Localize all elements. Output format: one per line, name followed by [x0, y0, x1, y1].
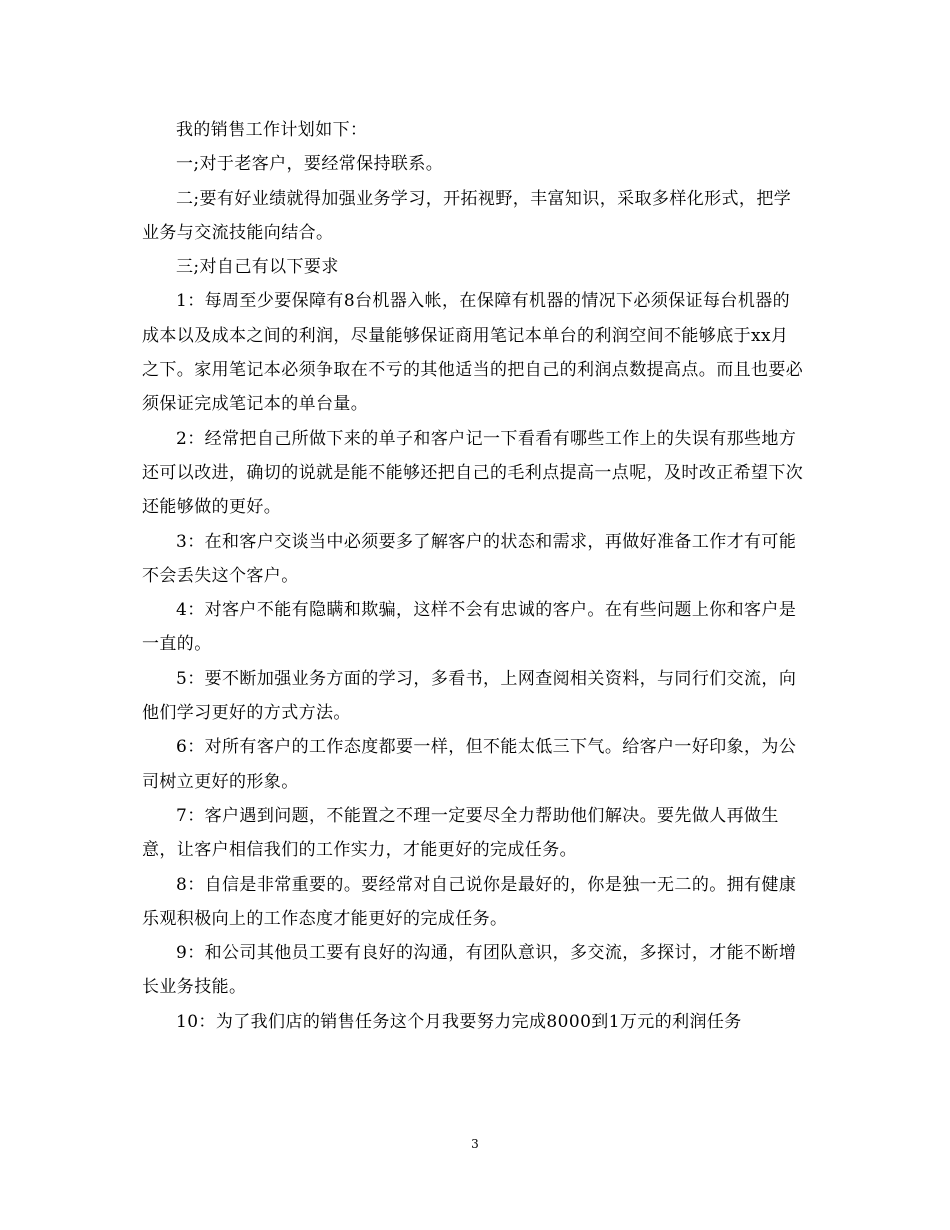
paragraph-requirement-1: 1：每周至少要保障有8台机器入帐，在保障有机器的情况下必须保证每台机器的成本以及成本之间的利润，尽量能够保证商用笔记本单台的利润空间不能够底于xx月之下。家用笔记本必须争取在不亏的其他适当的把自己的利润点数提高点。而且也要必须保证完成笔记本的单台量。: [142, 291, 804, 415]
paragraph-requirement-4: 4：对客户不能有隐瞒和欺骗，这样不会有忠诚的客户。在有些问题上你和客户是一直的。: [142, 600, 797, 655]
paragraph-requirement-3: 3：在和客户交谈当中必须要多了解客户的状态和需求，再做好准备工作才有可能不会丢失这个客户。: [142, 531, 797, 586]
paragraph-requirement-6: 6：对所有客户的工作态度都要一样，但不能太低三下气。给客户一好印象，为公司树立更好的形象。: [142, 737, 797, 792]
paragraph-item-one: 一;对于老客户，要经常保持联系。: [176, 154, 444, 175]
paragraph-item-two: 二;要有好业绩就得加强业务学习，开拓视野，丰富知识，采取多样化形式，把学业务与交流技能向结合。: [142, 188, 792, 243]
paragraph-requirement-10: 10：为了我们店的销售任务这个月我要努力完成8000到1万元的利润任务: [176, 1011, 742, 1032]
paragraph-intro: 我的销售工作计划如下：: [176, 120, 368, 140]
page-number: 3: [471, 1137, 479, 1151]
paragraph-requirement-7: 7：客户遇到问题，不能置之不理一定要尽全力帮助他们解决。要先做人再做生意，让客户相信我们的工作实力，才能更好的完成任务。: [142, 805, 779, 861]
paragraph-requirement-2: 2：经常把自己所做下来的单子和客户记一下看看有哪些工作上的失误有那些地方还可以改进，确切的说就是能不能够还把自己的毛利点提高一点呢，及时改正希望下次还能够做的更好。: [142, 428, 804, 518]
paragraph-requirement-8: 8：自信是非常重要的。要经常对自己说你是最好的，你是独一无二的。拥有健康乐观积极向上的工作态度才能更好的完成任务。: [142, 874, 797, 929]
paragraph-requirement-5: 5：要不断加强业务方面的学习，多看书，上网查阅相关资料，与同行们交流，向他们学习更好的方式方法。: [142, 668, 797, 724]
paragraph-item-three: 三;对自己有以下要求: [176, 257, 339, 278]
paragraph-requirement-9: 9：和公司其他员工要有良好的沟通，有团队意识，多交流，多探讨，才能不断增长业务技能。: [142, 943, 797, 998]
document-body: [142, 113, 804, 1039]
